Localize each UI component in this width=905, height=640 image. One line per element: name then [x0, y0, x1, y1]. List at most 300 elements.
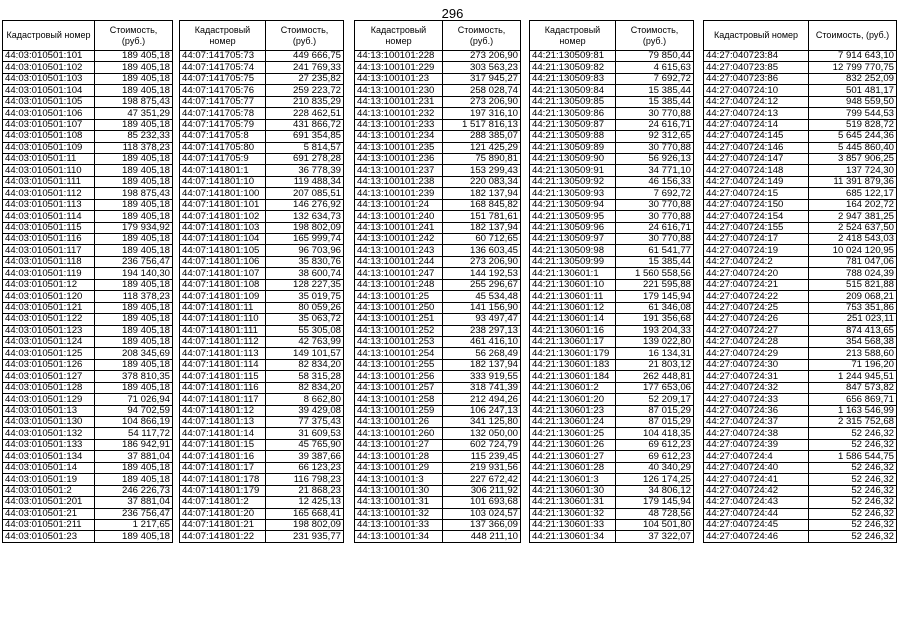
table-row [530, 417, 694, 428]
cost-cell: 79 850,44 [616, 51, 694, 62]
cadastral-number-cell: 44:07:141801:108 [180, 279, 266, 290]
table-row [704, 291, 897, 302]
cost-cell: 198 875,43 [95, 96, 173, 107]
cadastral-number-cell: 44:13:100101:238 [355, 176, 443, 187]
cost-cell: 139 022,80 [616, 336, 694, 347]
cadastral-number-cell: 44:21:130601:32 [530, 508, 616, 519]
cost-cell: 30 770,88 [616, 142, 694, 153]
cadastral-number-cell: 44:07:141705:75 [180, 73, 266, 84]
table-row [704, 371, 897, 382]
cost-cell: 231 935,77 [266, 531, 344, 542]
cost-cell: 198 802,09 [266, 519, 344, 530]
cost-cell: 116 798,23 [266, 474, 344, 485]
table-row [355, 439, 521, 450]
table-row [530, 199, 694, 210]
table-row [530, 497, 694, 508]
table-row [704, 405, 897, 416]
cadastral-number-cell: 44:21:130601:14 [530, 314, 616, 325]
cost-cell: 37 881,04 [95, 451, 173, 462]
cost-cell: 31 609,53 [266, 428, 344, 439]
cost-cell: 209 068,21 [809, 291, 897, 302]
cadastral-number-cell: 44:27:040724:148 [704, 165, 809, 176]
cost-cell: 2 524 637,50 [809, 222, 897, 233]
cost-cell: 193 204,33 [616, 325, 694, 336]
cadastral-number-cell: 44:21:130601:25 [530, 428, 616, 439]
cost-cell: 126 174,25 [616, 474, 694, 485]
table-row [3, 96, 173, 107]
cost-cell: 35 019,75 [266, 291, 344, 302]
cost-cell: 77 375,43 [266, 417, 344, 428]
cadastral-number-cell: 44:13:100101:27 [355, 439, 443, 450]
cadastral-number-cell: 44:13:100101:259 [355, 405, 443, 416]
cost-cell: 34 771,10 [616, 165, 694, 176]
table-row [3, 336, 173, 347]
table-row [180, 382, 344, 393]
table-row [180, 405, 344, 416]
table-row [180, 62, 344, 73]
cost-cell: 55 305,08 [266, 325, 344, 336]
cadastral-number-cell: 44:21:130509:97 [530, 234, 616, 245]
cost-cell: 874 413,65 [809, 325, 897, 336]
table-row [180, 268, 344, 279]
table-row [3, 451, 173, 462]
cost-cell: 219 931,56 [443, 462, 521, 473]
cost-cell: 213 588,60 [809, 348, 897, 359]
cadastral-number-cell: 44:21:130509:96 [530, 222, 616, 233]
table-row [355, 314, 521, 325]
cost-cell: 2 947 381,25 [809, 211, 897, 222]
cost-cell: 246 226,73 [95, 485, 173, 496]
cadastral-number-cell: 44:27:040724:10 [704, 85, 809, 96]
cost-cell: 207 085,51 [266, 188, 344, 199]
table-row [704, 359, 897, 370]
table-row [3, 531, 173, 542]
table-row [355, 51, 521, 62]
table-row [530, 302, 694, 313]
cost-cell: 189 405,18 [95, 62, 173, 73]
cadastral-number-cell: 44:27:040724:30 [704, 359, 809, 370]
cost-cell: 94 702,59 [95, 405, 173, 416]
cost-cell: 37 322,07 [616, 531, 694, 542]
header-cost: Стоимость, (руб.) [266, 21, 344, 51]
cadastral-number-cell: 44:27:040724:22 [704, 291, 809, 302]
cost-cell: 189 405,18 [95, 176, 173, 187]
table-row [530, 405, 694, 416]
cadastral-number-cell: 44:21:130601:10 [530, 279, 616, 290]
table-row [704, 222, 897, 233]
cost-cell: 1 163 546,99 [809, 405, 897, 416]
table-row [3, 199, 173, 210]
cost-cell: 262 448,81 [616, 371, 694, 382]
cost-cell: 52 246,32 [809, 485, 897, 496]
cadastral-number-cell: 44:27:040724:28 [704, 336, 809, 347]
table-row [704, 131, 897, 142]
cost-cell: 753 351,86 [809, 302, 897, 313]
cadastral-number-cell: 44:13:100101:228 [355, 51, 443, 62]
cost-cell: 182 137,94 [443, 222, 521, 233]
cadastral-number-cell: 44:27:040724:12 [704, 96, 809, 107]
cost-cell: 238 297,13 [443, 325, 521, 336]
table-row [355, 142, 521, 153]
table-row [704, 348, 897, 359]
cadastral-number-cell: 44:03:010501:122 [3, 314, 95, 325]
table-row [180, 153, 344, 164]
cadastral-number-cell: 44:07:141801:109 [180, 291, 266, 302]
table-row [3, 359, 173, 370]
table-row [704, 108, 897, 119]
cost-cell: 42 763,99 [266, 336, 344, 347]
table-row [180, 508, 344, 519]
table-row [530, 165, 694, 176]
cadastral-number-cell: 44:03:010501:110 [3, 165, 95, 176]
cadastral-number-cell: 44:21:130601:33 [530, 519, 616, 530]
cost-cell: 189 405,18 [95, 51, 173, 62]
cadastral-number-cell: 44:27:040724:17 [704, 234, 809, 245]
table-row [180, 291, 344, 302]
table-row [180, 96, 344, 107]
cadastral-number-cell: 44:03:010501:13 [3, 405, 95, 416]
cadastral-number-cell: 44:03:010501:121 [3, 302, 95, 313]
cost-cell: 212 494,26 [443, 394, 521, 405]
table-row [704, 211, 897, 222]
cadastral-number-cell: 44:03:010501:132 [3, 428, 95, 439]
header-cost: Стоимость, (руб.) [809, 21, 897, 51]
cadastral-number-cell: 44:03:010501:106 [3, 108, 95, 119]
table-row [355, 176, 521, 187]
cost-cell: 189 405,18 [95, 336, 173, 347]
cost-cell: 52 246,32 [809, 497, 897, 508]
cadastral-number-cell: 44:03:010501:116 [3, 234, 95, 245]
cost-cell: 30 770,88 [616, 211, 694, 222]
table-row [704, 165, 897, 176]
table-row [355, 165, 521, 176]
cadastral-number-cell: 44:27:040724:33 [704, 394, 809, 405]
cost-cell: 118 378,23 [95, 142, 173, 153]
cost-cell: 56 268,49 [443, 348, 521, 359]
table-row [530, 531, 694, 542]
cadastral-number-cell: 44:21:130601:16 [530, 325, 616, 336]
table-row [704, 188, 897, 199]
table-row [180, 519, 344, 530]
table-row [3, 222, 173, 233]
cadastral-number-cell: 44:03:010501:133 [3, 439, 95, 450]
table-row [530, 51, 694, 62]
cadastral-number-cell: 44:21:130601:27 [530, 451, 616, 462]
table-row [180, 497, 344, 508]
table-row [704, 62, 897, 73]
cadastral-number-cell: 44:13:100101:236 [355, 153, 443, 164]
cadastral-number-cell: 44:13:100101:28 [355, 451, 443, 462]
cadastral-number-cell: 44:27:040723:84 [704, 51, 809, 62]
cadastral-number-cell: 44:03:010501:211 [3, 519, 95, 530]
table-row [530, 85, 694, 96]
cost-cell: 165 999,74 [266, 234, 344, 245]
cadastral-number-cell: 44:13:100101:33 [355, 519, 443, 530]
cadastral-number-cell: 44:13:100101:26 [355, 417, 443, 428]
table-row [355, 359, 521, 370]
cost-cell: 5 814,57 [266, 142, 344, 153]
header-cadastral-number: Кадастровый номер [704, 21, 809, 51]
cadastral-number-cell: 44:13:100101:237 [355, 165, 443, 176]
cadastral-number-cell: 44:27:040724:155 [704, 222, 809, 233]
table-row [704, 485, 897, 496]
table-row [3, 256, 173, 267]
cost-cell: 189 405,18 [95, 474, 173, 485]
cost-cell: 45 765,90 [266, 439, 344, 450]
cadastral-number-cell: 44:13:100101:232 [355, 108, 443, 119]
cadastral-number-cell: 44:13:100101:25 [355, 291, 443, 302]
table-row [355, 371, 521, 382]
table-row [180, 51, 344, 62]
cadastral-number-cell: 44:21:130601:2 [530, 382, 616, 393]
cadastral-number-cell: 44:27:040724:147 [704, 153, 809, 164]
cadastral-number-cell: 44:21:130509:89 [530, 142, 616, 153]
cadastral-number-cell: 44:27:040724:145 [704, 131, 809, 142]
cadastral-number-cell: 44:03:010501:23 [3, 531, 95, 542]
table-row [530, 268, 694, 279]
table-row [530, 451, 694, 462]
cost-cell: 40 340,29 [616, 462, 694, 473]
cadastral-number-cell: 44:13:100101:241 [355, 222, 443, 233]
cadastral-number-cell: 44:07:141801:102 [180, 211, 266, 222]
cadastral-number-cell: 44:07:141801:13 [180, 417, 266, 428]
table-row [704, 268, 897, 279]
cadastral-number-cell: 44:03:010501:126 [3, 359, 95, 370]
cadastral-number-cell: 44:21:130601:20 [530, 394, 616, 405]
cadastral-number-cell: 44:13:100101:243 [355, 245, 443, 256]
cost-cell: 1 217,65 [95, 519, 173, 530]
cost-cell: 191 356,68 [616, 314, 694, 325]
table-row [180, 462, 344, 473]
cadastral-number-cell: 44:21:130509:92 [530, 176, 616, 187]
table-row [530, 325, 694, 336]
table-row [180, 279, 344, 290]
table-row [355, 336, 521, 347]
cost-cell: 35 063,72 [266, 314, 344, 325]
cost-cell: 1 244 945,51 [809, 371, 897, 382]
table-row [355, 405, 521, 416]
cadastral-number-cell: 44:13:100101:32 [355, 508, 443, 519]
table-row [3, 474, 173, 485]
cost-cell: 461 416,10 [443, 336, 521, 347]
table-row [704, 245, 897, 256]
table-row [704, 531, 897, 542]
cost-cell: 241 769,33 [266, 62, 344, 73]
cost-cell: 16 134,31 [616, 348, 694, 359]
cost-cell: 168 845,82 [443, 199, 521, 210]
cost-cell: 832 252,09 [809, 73, 897, 84]
table-row [355, 394, 521, 405]
table-row [180, 474, 344, 485]
table-row [355, 497, 521, 508]
cadastral-number-cell: 44:07:141801:110 [180, 314, 266, 325]
cadastral-number-cell: 44:27:040724:36 [704, 405, 809, 416]
cadastral-number-cell: 44:13:100101:3 [355, 474, 443, 485]
cost-cell: 189 405,18 [95, 234, 173, 245]
cost-cell: 12 799 770,75 [809, 62, 897, 73]
cadastral-number-cell: 44:27:040724:25 [704, 302, 809, 313]
cost-cell: 165 668,41 [266, 508, 344, 519]
table-row [3, 51, 173, 62]
cadastral-table-2 [179, 20, 344, 543]
cadastral-number-cell: 44:27:040724:42 [704, 485, 809, 496]
table-row [355, 108, 521, 119]
cadastral-number-cell: 44:13:100101:257 [355, 382, 443, 393]
table-row [3, 382, 173, 393]
cost-cell: 251 023,11 [809, 314, 897, 325]
cadastral-number-cell: 44:13:100101:229 [355, 62, 443, 73]
cost-cell: 273 206,90 [443, 256, 521, 267]
cost-cell: 141 156,90 [443, 302, 521, 313]
table-row [3, 405, 173, 416]
table-row [355, 382, 521, 393]
cost-cell: 30 770,88 [616, 199, 694, 210]
cost-cell: 182 137,94 [443, 359, 521, 370]
cadastral-number-cell: 44:03:010501:103 [3, 73, 95, 84]
cost-cell: 58 315,28 [266, 371, 344, 382]
table-row [3, 325, 173, 336]
cadastral-number-cell: 44:07:141705:74 [180, 62, 266, 73]
table-row [704, 325, 897, 336]
cost-cell: 137 366,09 [443, 519, 521, 530]
table-row [355, 131, 521, 142]
cadastral-number-cell: 44:13:100101:230 [355, 85, 443, 96]
table-row [355, 234, 521, 245]
cadastral-number-cell: 44:03:010501:14 [3, 462, 95, 473]
cost-cell: 189 405,18 [95, 382, 173, 393]
cost-cell: 189 405,18 [95, 73, 173, 84]
cadastral-number-cell: 44:13:100101:248 [355, 279, 443, 290]
cost-cell: 46 156,33 [616, 176, 694, 187]
cost-cell: 1 586 544,75 [809, 451, 897, 462]
table-row [3, 428, 173, 439]
cadastral-number-cell: 44:07:141705:73 [180, 51, 266, 62]
cost-cell: 210 835,29 [266, 96, 344, 107]
table-row [530, 348, 694, 359]
cost-cell: 288 385,07 [443, 131, 521, 142]
table-row [704, 96, 897, 107]
cost-cell: 273 206,90 [443, 96, 521, 107]
cadastral-number-cell: 44:07:141801:113 [180, 348, 266, 359]
table-row [704, 302, 897, 313]
cadastral-number-cell: 44:21:130601:26 [530, 439, 616, 450]
cost-cell: 189 405,18 [95, 165, 173, 176]
table-row [704, 73, 897, 84]
table-row [355, 279, 521, 290]
cadastral-number-cell: 44:21:130601:183 [530, 359, 616, 370]
cadastral-number-cell: 44:27:040724:15 [704, 188, 809, 199]
table-row [530, 279, 694, 290]
cadastral-number-cell: 44:13:100101:252 [355, 325, 443, 336]
table-row [3, 153, 173, 164]
cadastral-number-cell: 44:21:130601:179 [530, 348, 616, 359]
cost-cell: 7 914 643,10 [809, 51, 897, 62]
header-cost: Стоимость, (руб.) [616, 21, 694, 51]
cadastral-number-cell: 44:07:141801:12 [180, 405, 266, 416]
table-row [3, 508, 173, 519]
table-row [180, 108, 344, 119]
cost-cell: 198 875,43 [95, 188, 173, 199]
cost-cell: 189 405,18 [95, 314, 173, 325]
cadastral-number-cell: 44:07:141801:20 [180, 508, 266, 519]
cost-cell: 4 615,63 [616, 62, 694, 73]
cost-cell: 11 391 879,36 [809, 176, 897, 187]
table-row [530, 371, 694, 382]
cadastral-number-cell: 44:03:010501:123 [3, 325, 95, 336]
cost-cell: 54 117,72 [95, 428, 173, 439]
cost-cell: 431 866,72 [266, 119, 344, 130]
cadastral-number-cell: 44:13:100101:235 [355, 142, 443, 153]
table-row [180, 314, 344, 325]
table-row [530, 176, 694, 187]
table-row [180, 428, 344, 439]
cadastral-number-cell: 44:07:141801:117 [180, 394, 266, 405]
table-row [355, 268, 521, 279]
cost-cell: 10 024 120,95 [809, 245, 897, 256]
table-row [530, 256, 694, 267]
table-row [180, 302, 344, 313]
table-row [180, 245, 344, 256]
cadastral-table-4 [529, 20, 694, 543]
table-row [3, 142, 173, 153]
table-row [180, 165, 344, 176]
table-row [3, 439, 173, 450]
table-row [180, 176, 344, 187]
cost-cell: 519 828,72 [809, 119, 897, 130]
cadastral-number-cell: 44:27:040723:85 [704, 62, 809, 73]
table-row [180, 336, 344, 347]
cadastral-number-cell: 44:07:141801:16 [180, 451, 266, 462]
table-row [355, 519, 521, 530]
cadastral-number-cell: 44:21:130509:85 [530, 96, 616, 107]
cost-cell: 179 145,94 [616, 497, 694, 508]
cadastral-number-cell: 44:27:040724:4 [704, 451, 809, 462]
table-row [355, 508, 521, 519]
table-row [530, 314, 694, 325]
cadastral-number-cell: 44:21:130601:1 [530, 268, 616, 279]
cadastral-number-cell: 44:03:010501:120 [3, 291, 95, 302]
cost-cell: 378 810,35 [95, 371, 173, 382]
table-row [3, 394, 173, 405]
table-row [180, 73, 344, 84]
cadastral-number-cell: 44:13:100101:233 [355, 119, 443, 130]
cost-cell: 80 059,26 [266, 302, 344, 313]
cost-cell: 60 712,65 [443, 234, 521, 245]
cost-cell: 37 881,04 [95, 497, 173, 508]
table-row [3, 371, 173, 382]
cadastral-number-cell: 44:03:010501:124 [3, 336, 95, 347]
table-row [530, 474, 694, 485]
table-row [180, 119, 344, 130]
cadastral-number-cell: 44:03:010501:21 [3, 508, 95, 519]
cost-cell: 144 192,53 [443, 268, 521, 279]
cost-cell: 101 693,68 [443, 497, 521, 508]
table-row [530, 62, 694, 73]
cost-cell: 39 387,66 [266, 451, 344, 462]
cost-cell: 255 296,67 [443, 279, 521, 290]
cadastral-number-cell: 44:03:010501:101 [3, 51, 95, 62]
table-row [180, 199, 344, 210]
cadastral-number-cell: 44:13:100101:29 [355, 462, 443, 473]
cost-cell: 189 405,18 [95, 199, 173, 210]
cost-cell: 186 942,91 [95, 439, 173, 450]
cadastral-number-cell: 44:03:010501:111 [3, 176, 95, 187]
cadastral-number-cell: 44:27:040724:13 [704, 108, 809, 119]
table-row [530, 222, 694, 233]
cost-cell: 104 418,35 [616, 428, 694, 439]
table-row [530, 485, 694, 496]
cadastral-number-cell: 44:21:130509:90 [530, 153, 616, 164]
